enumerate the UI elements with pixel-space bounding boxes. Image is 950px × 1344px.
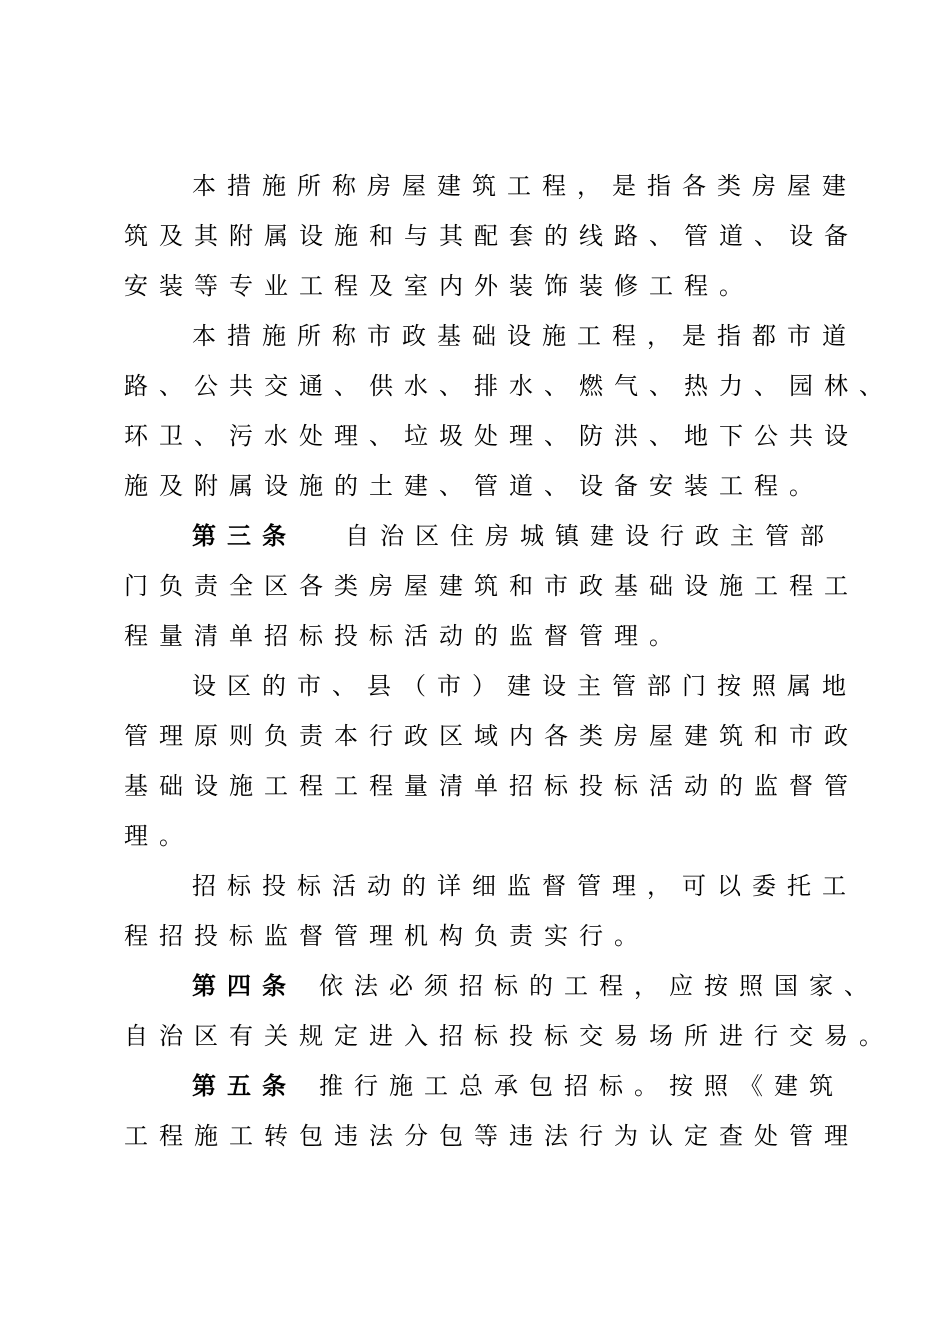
article-5-heading: 第五条 (192, 1071, 297, 1100)
text-line: 自治区住房城镇建设行政主管部 (345, 522, 835, 550)
text-line: 程招投标监督管理机构负责实行。 (124, 922, 649, 950)
text-line: 门负责全区各类房屋建筑和市政基础设施工程工 (124, 572, 859, 600)
text-line: 基础设施工程工程量清单招标投标活动的监督管 (124, 772, 859, 800)
text-line: 程量清单招标投标活动的监督管理。 (124, 622, 684, 650)
text-line: 设区的市、县（市）建设主管部门按照属地 (192, 672, 857, 700)
text-line: 自治区有关规定进入招标投标交易场所进行交易。 (124, 1022, 894, 1050)
text-line: 本措施所称房屋建筑工程，是指各类房屋建 (192, 172, 857, 200)
text-line: 理。 (124, 822, 194, 850)
text-line: 招标投标活动的详细监督管理，可以委托工 (192, 872, 857, 900)
text-line: 工程施工转包违法分包等违法行为认定查处管理 (124, 1122, 859, 1150)
article-5-line (192, 1066, 892, 1106)
article-4-heading: 第四条 (192, 971, 297, 1000)
text-line: 施及附属设施的土建、管道、设备安装工程。 (124, 472, 824, 500)
article-3-heading: 第三条 (192, 521, 297, 550)
text-line: 管理原则负责本行政区域内各类房屋建筑和市政 (124, 722, 859, 750)
text-line: 推行施工总承包招标。按照《建筑 (319, 1072, 844, 1100)
text-line: 依法必须招标的工程，应按照国家、 (319, 972, 879, 1000)
article-3-line (192, 516, 892, 556)
text-line: 环卫、污水处理、垃圾处理、防洪、地下公共设 (124, 422, 859, 450)
text-line: 本措施所称市政基础设施工程，是指都市道 (192, 322, 857, 350)
text-line: 安装等专业工程及室内外装饰装修工程。 (124, 272, 754, 300)
text-line: 路、公共交通、供水、排水、燃气、热力、园林、 (124, 372, 894, 400)
article-4-line (192, 966, 892, 1006)
text-line: 筑及其附属设施和与其配套的线路、管道、设备 (124, 222, 859, 250)
